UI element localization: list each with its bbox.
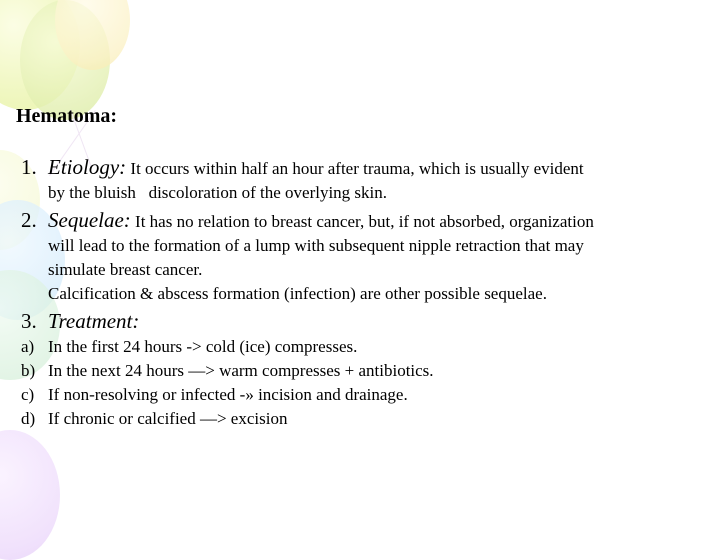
item-text: It has no relation to breast cancer, but, if not absorbed, organization	[135, 212, 594, 231]
list-item	[21, 335, 434, 359]
list-item	[21, 359, 434, 383]
item-number: 1.	[21, 155, 37, 179]
item-first-line	[48, 208, 594, 232]
list-text: If chronic or calcified —> excision	[48, 409, 288, 428]
etiology-item	[21, 155, 701, 205]
item-title: Sequelae:	[48, 208, 131, 232]
item-first-line	[48, 155, 584, 179]
list-letter: b)	[21, 361, 36, 380]
list-letter: d)	[21, 409, 36, 428]
list-item	[21, 383, 434, 407]
item-continuation: by the bluish discoloration of the overlying skin.	[48, 183, 388, 202]
list-letter: a)	[21, 337, 35, 356]
item-number: 3.	[21, 309, 37, 333]
list-text: If non-resolving or infected -» incision and drainage.	[48, 385, 408, 404]
item-first-line	[48, 309, 140, 333]
item-number: 2.	[21, 208, 37, 232]
list-item	[21, 407, 434, 431]
item-title: Treatment:	[48, 309, 140, 333]
list-text: In the next 24 hours —> warm compresses + antibiotics.	[48, 361, 434, 380]
treatment-list	[21, 335, 434, 431]
slide-heading: Hematoma:	[16, 105, 118, 127]
item-continuation: Calcification & abscess formation (infection) are other possible sequelae.	[48, 284, 547, 303]
item-continuation: simulate breast cancer.	[48, 260, 203, 279]
item-text: It occurs within half an hour after trauma, which is usually evident	[130, 159, 584, 178]
sequelae-item	[21, 208, 701, 306]
list-text: In the first 24 hours -> cold (ice) compresses.	[48, 337, 358, 356]
item-title: Etiology:	[48, 155, 127, 179]
item-continuation: will lead to the formation of a lump with subsequent nipple retraction that may	[48, 236, 584, 255]
list-letter: c)	[21, 385, 35, 404]
treatment-item	[21, 309, 701, 335]
